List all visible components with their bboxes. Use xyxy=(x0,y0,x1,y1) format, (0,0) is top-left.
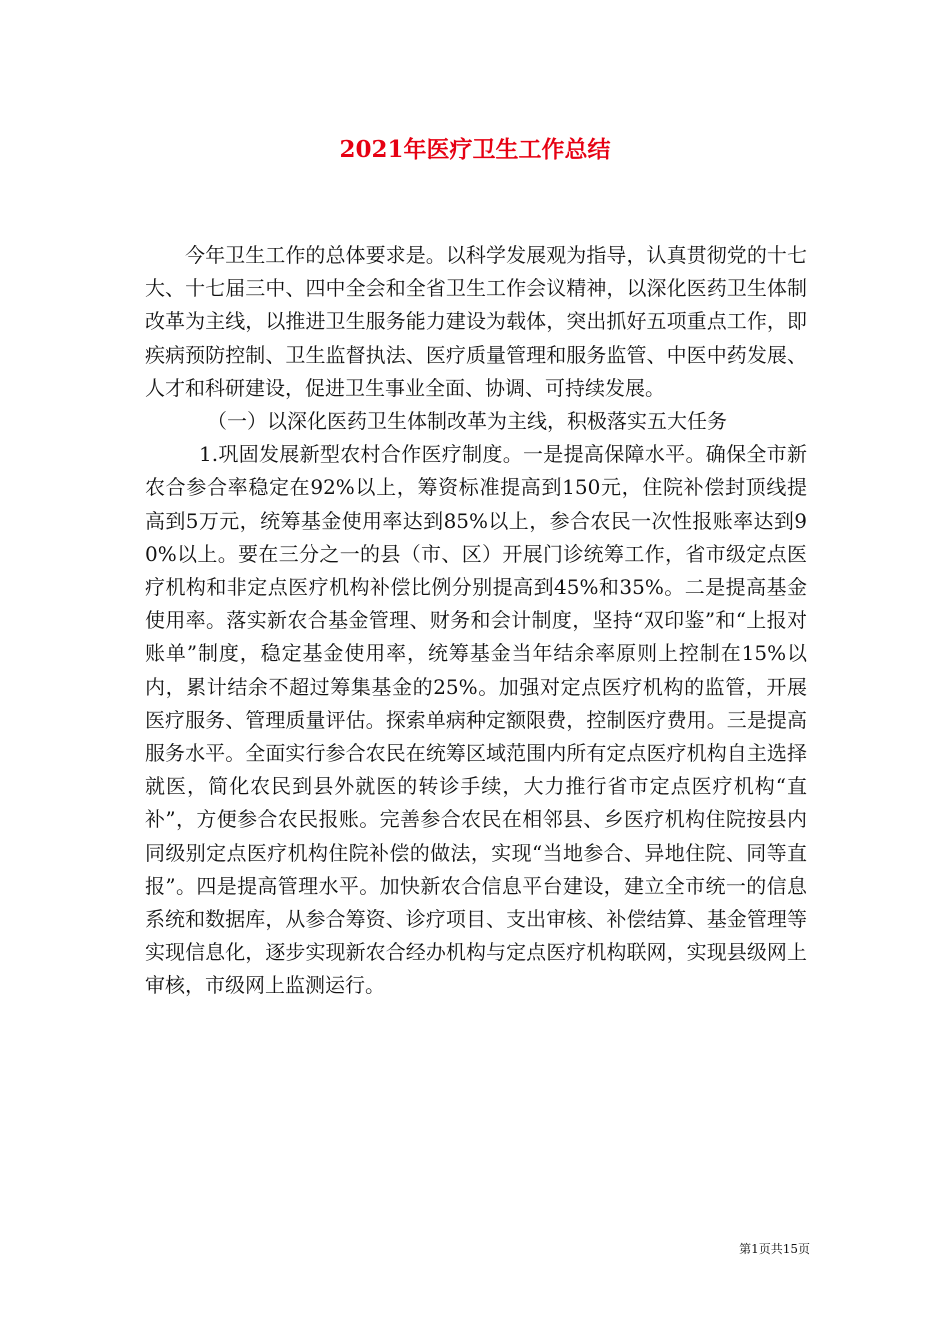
document-title: 2021年医疗卫生工作总结 xyxy=(339,136,611,163)
paragraph-intro: 今年卫生工作的总体要求是。以科学发展观为指导，认真贯彻党的十七大、十七届三中、四中全会和全省卫生工作会议精神，以深化医药卫生体制改革为主线，以推进卫生服务能力建设为载体，突出抓好五项重点工作，即疾病预防控制、卫生监督执法、医疗质量管理和服务监管、中医中药发展、人才和科研建设，促进卫生事业全面、协调、可持续发展。 xyxy=(145,243,807,400)
paragraph-item-1: 1.巩固发展新型农村合作医疗制度。一是提高保障水平。确保全市新农合参合率稳定在92%以上，筹资标准提高到150元，住院补偿封顶线提高到5万元，统筹基金使用率达到85%以上，参合农民一次性报账率达到90%以上。要在三分之一的县（市、区）开展门诊统筹工作，省市级定点医疗机构和非定点医疗机构补偿比例分别提高到45%和35%。二是提高基金使用率。落实新农合基金管理、财务和会计制度，坚持“双印鉴”和“上报对账单”制度，稳定基金使用率，统筹基金当年结余率原则上控制在15%以内，累计结余不超过筹集基金的25%。加强对定点医疗机构的监管，开展医疗服务、管理质量评估。探索单病种定额限费，控制医疗费用。三是提高服务水平。全面实行参合农民在统筹区域范围内所有定点医疗机构自主选择就医，简化农民到县外就医的转诊手续，大力推行省市定点医疗机构“直补”，方便参合农民报账。完善参合农民在相邻县、乡医疗机构住院按县内同级别定点医疗机构住院补偿的做法，实现“当地参合、异地住院、同等直报”。四是提高管理水平。加快新农合信息平台建设，建立全市统一的信息系统和数据库，从参合筹资、诊疗项目、支出审核、补偿结算、基金管理等实现信息化，逐步实现新农合经办机构与定点医疗机构联网，实现县级网上审核，市级网上监测运行。 xyxy=(145,442,807,998)
document-body xyxy=(145,239,807,1003)
section-heading: （一）以深化医药卫生体制改革为主线，积极落实五大任务 xyxy=(207,409,727,434)
page-number: 第1页共15页 xyxy=(739,1242,810,1256)
